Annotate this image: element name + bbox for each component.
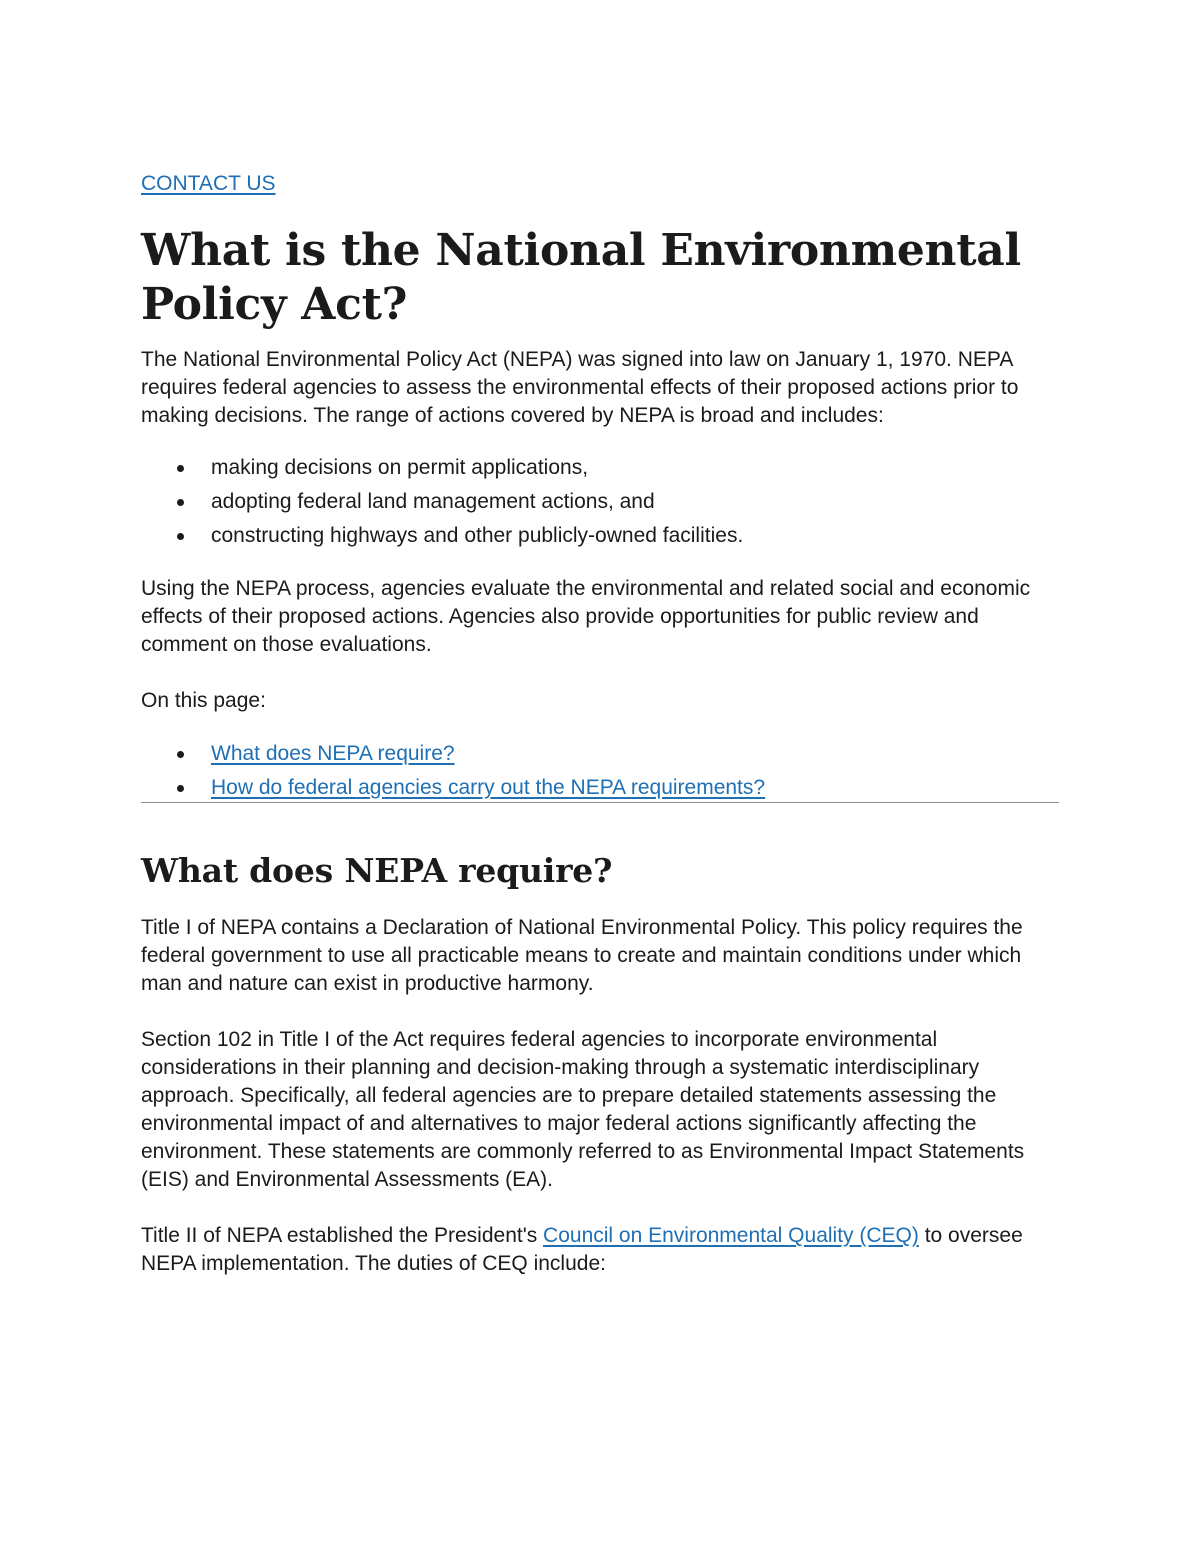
ceq-link[interactable]: Council on Environmental Quality (CEQ): [543, 1224, 919, 1247]
list-item: [141, 519, 1059, 553]
bullet-icon: [177, 751, 184, 758]
section-102-paragraph: Section 102 in Title I of the Act requires federal agencies to incorporate environmental considerations in their planning and decision-making through a systematic interdisciplinary approach. Specifically, all federal agencies are to prepare detailed statements assessing the environmental impact of and alternatives to major federal actions significantly affecting the environment. These statements are commonly referred to as Environmental Impact Statements (EIS) and Environmental Assessments (EA).: [141, 1028, 1025, 1191]
toc-item: [141, 771, 1059, 805]
bullet-icon: [177, 533, 184, 540]
on-this-page-label: On this page:: [141, 689, 266, 712]
title-two-text-end: to oversee NEPA implementation. The duties of CEQ include:: [141, 1224, 1023, 1275]
title-one-paragraph: Title I of NEPA contains a Declaration of National Environmental Policy. This policy requires the federal government to use all practicable means to create and maintain conditions under which man and nature can exist in productive harmony.: [141, 916, 1023, 995]
actions-list: [141, 451, 1059, 553]
contact-us-link[interactable]: CONTACT US: [141, 172, 276, 195]
section-heading: What does NEPA require?: [141, 851, 613, 890]
toc-link-how-agencies-carry-out[interactable]: How do federal agencies carry out the NEPA requirements?: [211, 776, 766, 799]
list-item: [141, 485, 1059, 519]
list-item-text: making decisions on permit applications,: [211, 456, 589, 479]
title-two-text-start: Title II of NEPA established the President's: [141, 1224, 544, 1247]
bullet-icon: [177, 785, 184, 792]
intro-paragraph: The National Environmental Policy Act (NEPA) was signed into law on January 1, 1970. NEPA requires federal agencies to assess the environmental effects of their proposed actions prior to making decisions. The range of actions covered by NEPA is broad and includes:: [141, 348, 1019, 427]
list-item-text: adopting federal land management actions, and: [211, 490, 655, 513]
bullet-icon: [177, 499, 184, 506]
title-two-paragraph: [141, 1222, 1059, 1278]
process-paragraph: Using the NEPA process, agencies evaluate the environmental and related social and economic effects of their proposed actions. Agencies also provide opportunities for public review and comment on those evaluations.: [141, 577, 1031, 656]
list-item-text: constructing highways and other publicly-owned facilities.: [211, 524, 744, 547]
toc-list: [141, 737, 1059, 805]
toc-link-what-does-nepa-require[interactable]: What does NEPA require?: [211, 742, 455, 765]
toc-item: [141, 737, 1059, 771]
list-item: [141, 451, 1059, 485]
bullet-icon: [177, 465, 184, 472]
document-page: [141, 170, 1059, 1278]
page-title: What is the National Environmental Policy Act?: [141, 225, 1021, 330]
